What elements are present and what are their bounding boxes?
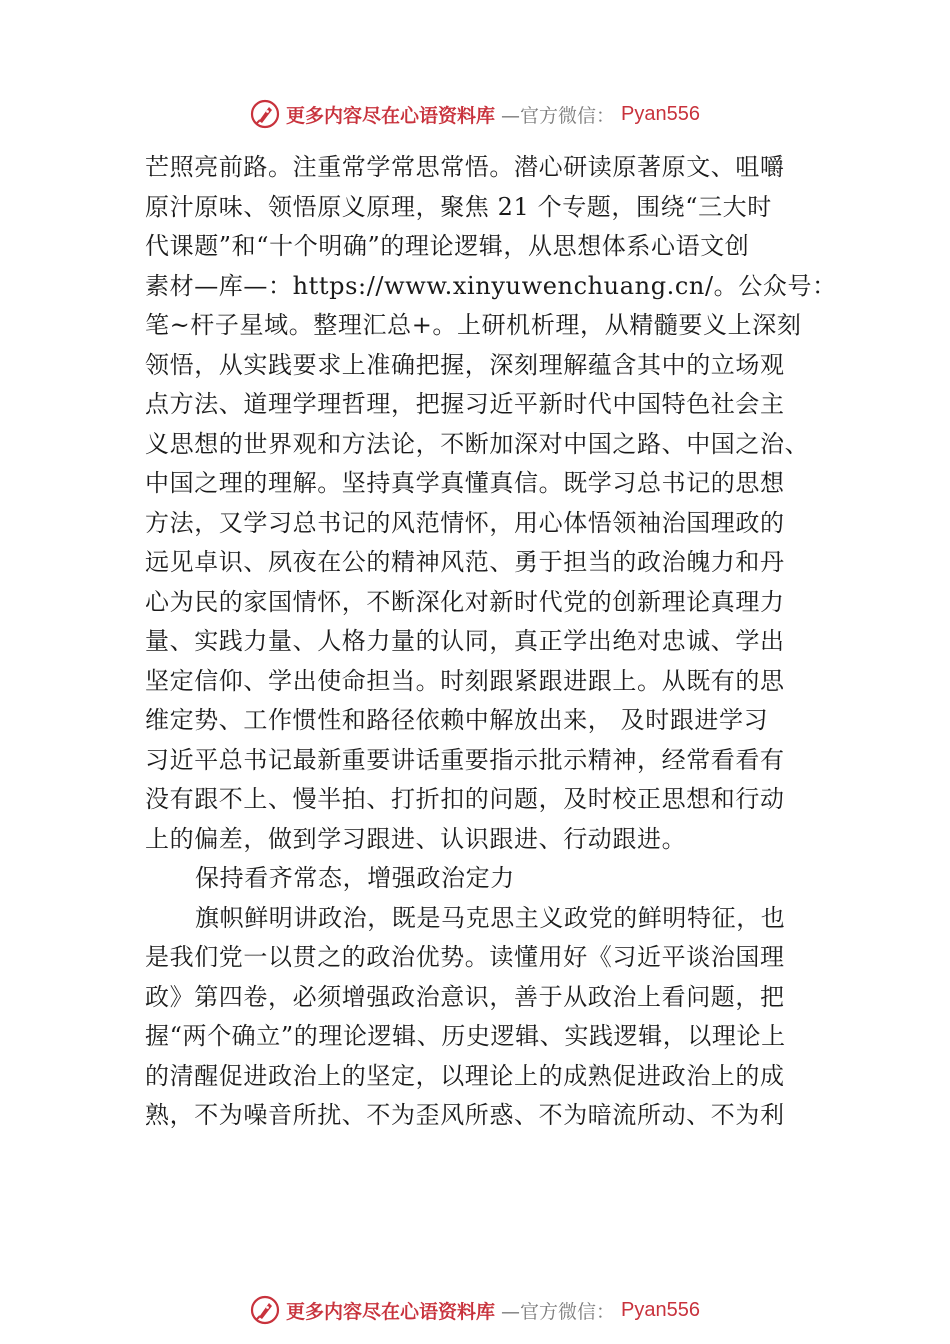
banner-wechat-handle: Pyan556: [621, 102, 700, 125]
text-line: 是我们党一以贯之的政治优势。读懂用好《习近平谈治国理: [145, 943, 785, 971]
text-line: 没有跟不上、慢半拍、打折扣的问题，及时校正思想和行动: [145, 785, 785, 813]
text-line: 的清醒促进政治上的坚定，以理论上的成熟促进政治上的成: [145, 1061, 785, 1090]
text-line-url: 素材—库—：https://www.xinyuwenchuang.cn/。公众号：: [145, 271, 837, 300]
text-line: 政》第四卷，必须增强政治意识，善于从政治上看问题，把: [145, 982, 785, 1011]
banner-separator-text: —官方微信：: [501, 104, 616, 127]
header-banner: [0, 94, 950, 134]
text-line: 维定势、工作惯性和路径依赖中解放出来， 及时跟进学习: [145, 706, 769, 734]
text-line: 习近平总书记最新重要讲话重要指示批示精神，经常看看有: [145, 745, 785, 774]
text-line: 领悟，从实践要求上准确把握，深刻理解蕴含其中的立场观: [145, 350, 785, 379]
text-line: 方法，又学习总书记的风范情怀，用心体悟领袖治国理政的: [145, 508, 785, 537]
text-line: 笔~杆子星域。整理汇总+。上研机析理，从精髓要义上深刻: [145, 311, 802, 339]
text-line: 上的偏差，做到学习跟进、认识跟进、行动跟进。: [145, 824, 687, 853]
text-line: 远见卓识、夙夜在公的精神风范、勇于担当的政治魄力和丹: [145, 548, 785, 576]
pen-nib-icon: [250, 99, 280, 129]
text-line: 握“两个确立”的理论逻辑、历史逻辑、实践逻辑，以理论上: [145, 1022, 786, 1050]
text-line: 代课题”和“十个明确”的理论逻辑，从思想体系心语文创: [145, 232, 750, 260]
pen-nib-icon: [250, 1295, 280, 1325]
text-line: 原汁原味、领悟原义原理，聚焦 21 个专题，围绕“三大时: [145, 192, 772, 221]
text-line: 点方法、道理学理哲理，把握习近平新时代中国特色社会主: [145, 390, 785, 418]
section-heading: 保持看齐常态，增强政治定力: [195, 864, 515, 892]
text-line: 中国之理的理解。坚持真学真懂真信。既学习总书记的思想: [145, 469, 785, 497]
banner-site-text: 更多内容尽在心语资料库: [286, 1300, 496, 1323]
banner-wechat-handle: Pyan556: [621, 1298, 700, 1321]
text-line: 芒照亮前路。注重常学常思常悟。潜心研读原著原文、咀嚼: [145, 153, 785, 181]
document-body: [145, 148, 837, 1136]
banner-site-text: 更多内容尽在心语资料库: [286, 104, 496, 127]
banner-separator-text: —官方微信：: [501, 1300, 616, 1323]
text-line: 义思想的世界观和方法论，不断加深对中国之路、中国之治、: [145, 429, 810, 458]
paragraph-first-line: 旗帜鲜明讲政治，既是马克思主义政党的鲜明特征，也: [195, 903, 786, 932]
text-line: 坚定信仰、学出使命担当。时刻跟紧跟进跟上。从既有的思: [145, 666, 785, 695]
footer-banner: [0, 1290, 950, 1330]
text-line: 熟，不为噪音所扰、不为歪风所惑、不为暗流所动、不为利: [145, 1101, 785, 1129]
text-line: 心为民的家国情怀，不断深化对新时代党的创新理论真理力: [145, 587, 785, 616]
text-line: 量、实践力量、人格力量的认同，真正学出绝对忠诚、学出: [145, 627, 785, 655]
